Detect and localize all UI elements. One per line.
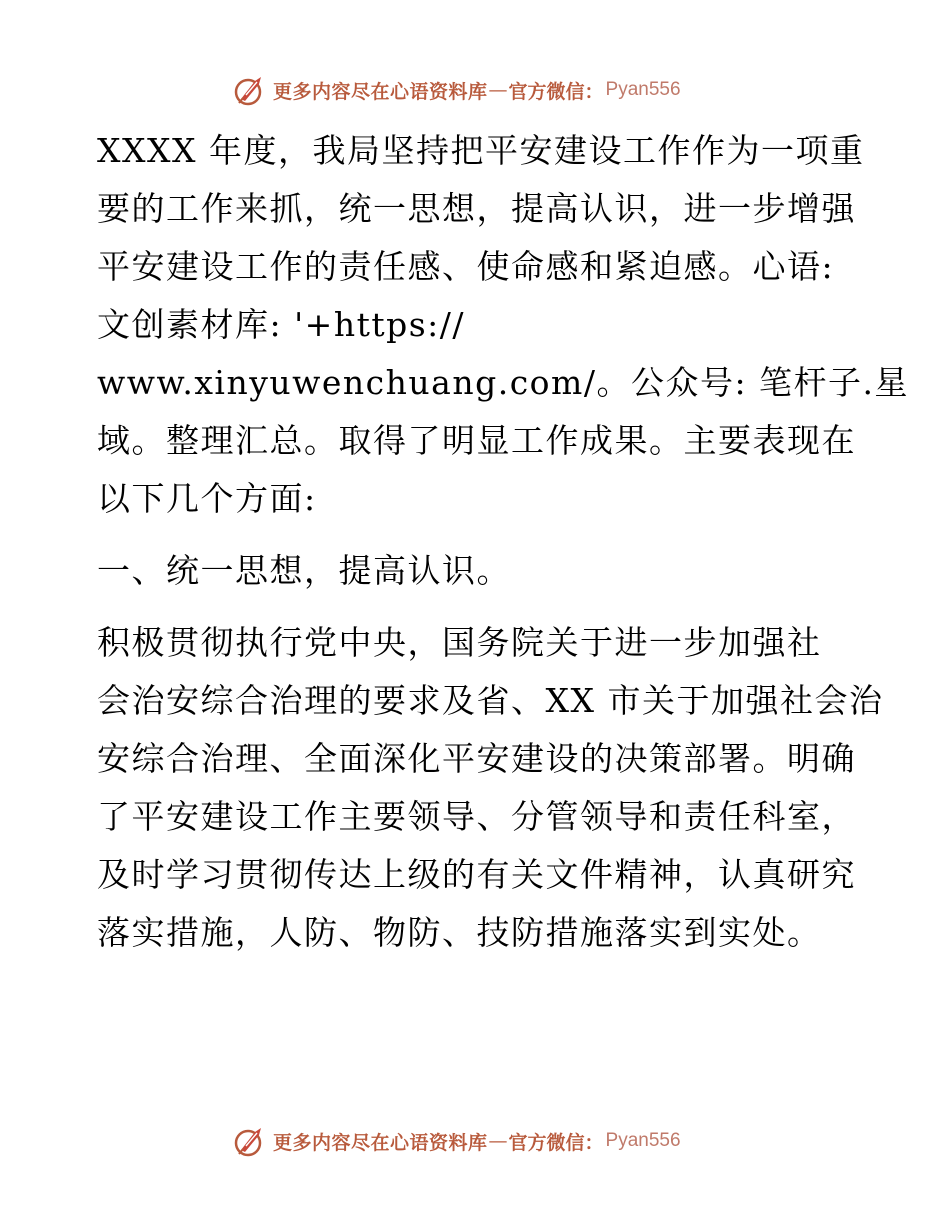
footer-wechat-id: Pyan556: [605, 1130, 681, 1151]
footer-wechat-label: 官方微信：: [508, 1131, 604, 1154]
paragraph-gap: [97, 600, 867, 614]
text-line: 域。整理汇总。取得了明显工作成果。主要表现在: [97, 421, 856, 460]
text-line: www.xinyuwenchuang.com/。公众号: 笔杆子.星: [97, 363, 910, 402]
header-banner: [233, 70, 681, 110]
paragraph-gap: [97, 528, 867, 542]
text-line: 了平安建设工作主要领导、分管领导和责任科室，: [97, 797, 856, 836]
paragraph-intro: [97, 122, 910, 528]
header-wechat-id: Pyan556: [605, 79, 681, 100]
pen-nib-logo-icon: [233, 1124, 267, 1158]
footer-site-name: 更多内容尽在心语资料库: [273, 1131, 488, 1154]
header-wechat-label: 官方微信：: [508, 80, 604, 103]
paragraph-section-one: [97, 614, 884, 962]
text-line: 平安建设工作的责任感、使命感和紧迫感。心语:: [97, 247, 835, 286]
text-line: 及时学习贯彻传达上级的有关文件精神，认真研究: [97, 855, 856, 894]
text-line: XXXX 年度，我局坚持把平安建设工作作为一项重: [97, 131, 865, 170]
text-line: 以下几个方面:: [97, 479, 317, 518]
footer-separator: —: [488, 1130, 508, 1152]
text-line: 落实措施，人防、物防、技防措施落实到实处。: [97, 913, 822, 952]
text-line: 文创素材库: '+https://: [97, 305, 466, 344]
text-line: 要的工作来抓，统一思想，提高认识，进一步增强: [97, 189, 856, 228]
text-line: 会治安综合治理的要求及省、XX 市关于加强社会治: [97, 681, 884, 720]
document-body: [97, 122, 910, 962]
footer-banner: [233, 1121, 681, 1161]
text-line: 安综合治理、全面深化平安建设的决策部署。明确: [97, 739, 856, 778]
header-site-name: 更多内容尽在心语资料库: [273, 80, 488, 103]
pen-nib-logo-icon: [233, 73, 267, 107]
section-heading: 一、统一思想，提高认识。: [97, 551, 511, 590]
header-separator: —: [488, 79, 508, 101]
text-line: 积极贯彻执行党中央，国务院关于进一步加强社: [97, 623, 822, 662]
